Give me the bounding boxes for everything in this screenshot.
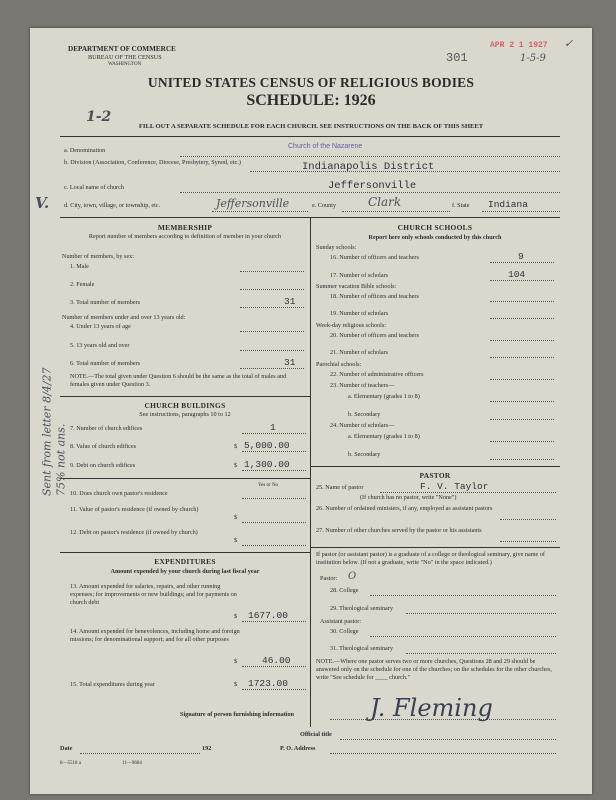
local-name-label: c. Local name of church bbox=[64, 184, 124, 191]
pastor-name-value: F. V. Taylor bbox=[420, 481, 489, 492]
pastor-no-mark: O bbox=[348, 571, 357, 582]
expenditures-title: EXPENDITURES bbox=[154, 557, 216, 566]
dollar-sign-11: $ bbox=[234, 514, 238, 521]
edifice-value-label: 8. Value of church edifices bbox=[70, 443, 137, 450]
assistant-college-label: 30. College bbox=[330, 628, 359, 635]
department-label: DEPARTMENT OF COMMERCE bbox=[68, 45, 176, 53]
pastor-subheading: Pastor: bbox=[320, 575, 338, 582]
expenditures-intro: Amount expended by your church during last fiscal year bbox=[110, 568, 260, 575]
owns-residence-label: 10. Does church own pastor's residence bbox=[70, 490, 168, 497]
sunday-schools-label: Sunday schools: bbox=[316, 244, 357, 251]
division-value: Indianapolis District bbox=[302, 161, 435, 173]
weekday-scholars-label: 21. Number of scholars bbox=[330, 349, 389, 356]
form-number: 8—5518 a bbox=[60, 761, 81, 766]
teachers-label: 23. Number of teachers— bbox=[330, 382, 395, 389]
parochial-schools-label: Parochial schools: bbox=[316, 361, 362, 368]
benevolences-value: 46.00 bbox=[262, 655, 291, 666]
church-edifices-value: 1 bbox=[270, 422, 276, 433]
teachers-elementary-label: a. Elementary (grades 1 to 8) bbox=[348, 393, 420, 400]
schools-intro: Report here only schools conducted by this church bbox=[368, 234, 502, 241]
total-members-label-6: 6. Total number of members bbox=[70, 360, 141, 367]
church-edifices-label: 7. Number of church edifices bbox=[70, 425, 143, 432]
over-13-label: 5. 13 years old and over bbox=[70, 342, 130, 349]
residence-debt-label: 12. Debt on pastor's residence (if owned by church) bbox=[70, 529, 198, 536]
red-reference-mark: 1-2 bbox=[86, 109, 112, 125]
running-expenses-value: 1677.00 bbox=[248, 610, 288, 621]
separate-schedule-instruction: FILL OUT A SEPARATE SCHEDULE FOR EACH CHURCH. SEE INSTRUCTIONS ON THE BACK OF THIS SHEET bbox=[138, 123, 484, 130]
under-13-label: 4. Under 13 years of age bbox=[70, 323, 131, 330]
teachers-secondary-label: b. Secondary bbox=[348, 411, 381, 418]
city-label: WASHINGTON bbox=[108, 62, 142, 67]
edifice-value-value: 5,000.00 bbox=[244, 440, 290, 451]
assistant-pastor-subheading: Assistant pastor: bbox=[320, 618, 362, 625]
census-schedule-sheet bbox=[30, 28, 592, 794]
membership-note: NOTE.—The total given under Question 6 should be the same as the total of males and females given under Question 3. bbox=[70, 373, 287, 388]
print-number: 11—9684 bbox=[122, 761, 142, 766]
pastor-name-label: 25. Name of pastor bbox=[316, 484, 364, 491]
check-mark: ✓ bbox=[564, 37, 574, 50]
pastor-name-hint: (If church has no pastor, write "None") bbox=[360, 494, 457, 501]
scholars-secondary-label: b. Secondary bbox=[348, 451, 381, 458]
city-value: Jeffersonville bbox=[216, 197, 290, 210]
margin-note-line-1: Sent from letter 8/4/27 bbox=[40, 367, 54, 496]
pastor-college-label: 28. College bbox=[330, 587, 359, 594]
schedule-title: SCHEDULE: 1926 bbox=[246, 92, 376, 109]
female-label: 2. Female bbox=[70, 281, 95, 288]
total-members-label-3: 3. Total number of members bbox=[70, 299, 141, 306]
buildings-title: CHURCH BUILDINGS bbox=[144, 401, 226, 410]
total-expenditures-value: 1723.00 bbox=[248, 678, 288, 689]
pencil-code: 1-5-9 bbox=[520, 53, 546, 64]
edifice-debt-value: 1,300.00 bbox=[244, 459, 290, 470]
state-label: f. State bbox=[452, 202, 470, 209]
summer-scholars-label: 19. Number of scholars bbox=[330, 310, 389, 317]
members-by-age-label: Number of members under and over 13 years old: bbox=[62, 314, 186, 321]
county-value: Clark bbox=[368, 195, 402, 209]
dollar-sign-14: $ bbox=[234, 658, 238, 665]
file-number-stamp: 301 bbox=[446, 51, 468, 65]
sunday-officers-label: 16. Number of officers and teachers bbox=[330, 254, 419, 261]
total-members-value-6: 31 bbox=[284, 357, 296, 368]
date-label: Date bbox=[60, 745, 73, 752]
male-label: 1. Male bbox=[70, 263, 89, 270]
signature: J. Fleming bbox=[370, 694, 493, 722]
dollar-sign-15: $ bbox=[234, 681, 238, 688]
bureau-label: BUREAU OF THE CENSUS bbox=[88, 54, 162, 61]
official-title-label: Official title bbox=[300, 731, 332, 738]
summer-officers-label: 18. Number of officers and teachers bbox=[330, 293, 419, 300]
dollar-sign-13: $ bbox=[234, 613, 238, 620]
form-title: UNITED STATES CENSUS OF RELIGIOUS BODIES bbox=[147, 75, 475, 90]
denomination-value: Church of the Nazarene bbox=[288, 143, 363, 150]
edifice-debt-label: 9. Debt on church edifices bbox=[70, 462, 136, 469]
summer-schools-label: Summer vacation Bible schools: bbox=[316, 283, 397, 290]
signature-label: Signature of person furnishing information bbox=[180, 711, 295, 718]
schools-title: CHURCH SCHOOLS bbox=[397, 223, 473, 232]
margin-note bbox=[40, 368, 68, 496]
weekday-officers-label: 20. Number of officers and teachers bbox=[330, 332, 419, 339]
assistant-seminary-label: 31. Theological seminary bbox=[330, 645, 393, 652]
margin-note-line-2: 75% not ans. bbox=[54, 423, 68, 496]
sunday-officers-value: 9 bbox=[518, 251, 524, 262]
residence-value-label: 11. Value of pastor's residence (if owned by church) bbox=[70, 506, 199, 513]
membership-title: MEMBERSHIP bbox=[157, 223, 213, 232]
received-date-stamp: APR 2 1 1927 bbox=[490, 41, 548, 50]
sunday-scholars-label: 17. Number of scholars bbox=[330, 272, 389, 279]
pastor-seminary-label: 29. Theological seminary bbox=[330, 605, 393, 612]
city-town-label: d. City, town, village, or township, etc. bbox=[64, 202, 161, 209]
denomination-label: a. Denomination bbox=[64, 147, 106, 154]
total-expenditures-label: 15. Total expenditures during year bbox=[70, 681, 155, 688]
dollar-sign-12: $ bbox=[234, 537, 238, 544]
scholars-label: 24. Number of scholars— bbox=[330, 422, 395, 429]
yes-no-label: Yes or No bbox=[258, 483, 279, 488]
po-address-label: P. O. Address bbox=[280, 745, 316, 752]
scholars-elementary-label: a. Elementary (grades 1 to 8) bbox=[348, 433, 420, 440]
dollar-sign-8: $ bbox=[234, 443, 238, 450]
weekday-schools-label: Week-day religious schools: bbox=[316, 322, 386, 329]
buildings-intro: See instructions, paragraphs 10 to 12 bbox=[139, 411, 231, 418]
multi-church-note: NOTE.—Where one pastor serves two or more churches, Questions 28 and 29 should be answered only on the schedule for one of the churches; on the schedules for the other churches, write "See schedule for ____ church." bbox=[316, 658, 552, 681]
membership-intro: Report number of members according to definition of member in your church bbox=[88, 233, 282, 240]
division-label: b. Division (Association, Conference, Diocese, Presbytery, Synod, etc.) bbox=[64, 159, 241, 166]
year-label: 192 bbox=[202, 745, 212, 752]
v-mark: V. bbox=[35, 194, 50, 212]
members-by-sex-label: Number of members, by sex: bbox=[62, 253, 134, 260]
running-expenses-label: 13. Amount expended for salaries, repairs, and other running expenses; for improvements or new buildings; and for payments on church debt bbox=[70, 583, 237, 607]
pastor-title: PASTOR bbox=[419, 471, 451, 480]
state-value: Indiana bbox=[488, 199, 528, 210]
benevolences-label: 14. Amount expended for benevolences, including home and foreign missions; for denominational support; and for all other purposes bbox=[70, 628, 240, 644]
county-label: e. County bbox=[312, 202, 337, 209]
dollar-sign-9: $ bbox=[234, 462, 238, 469]
assistant-pastors-label: 26. Number of ordained ministers, if any, employed as assistant pastors bbox=[316, 505, 493, 512]
administrative-officers-label: 22. Number of administrative officers bbox=[330, 371, 424, 378]
graduate-instruction: If pastor (or assistant pastor) is a graduate of a college or theological seminary, give name of institution below. (If not a graduate, write "No" in the space indicated.) bbox=[316, 551, 545, 566]
local-name-value: Jeffersonville bbox=[328, 180, 417, 192]
sunday-scholars-value: 104 bbox=[508, 269, 526, 280]
other-churches-label: 27. Number of other churches served by the pastor or his assistants bbox=[316, 527, 482, 534]
total-members-value-3: 31 bbox=[284, 296, 296, 307]
